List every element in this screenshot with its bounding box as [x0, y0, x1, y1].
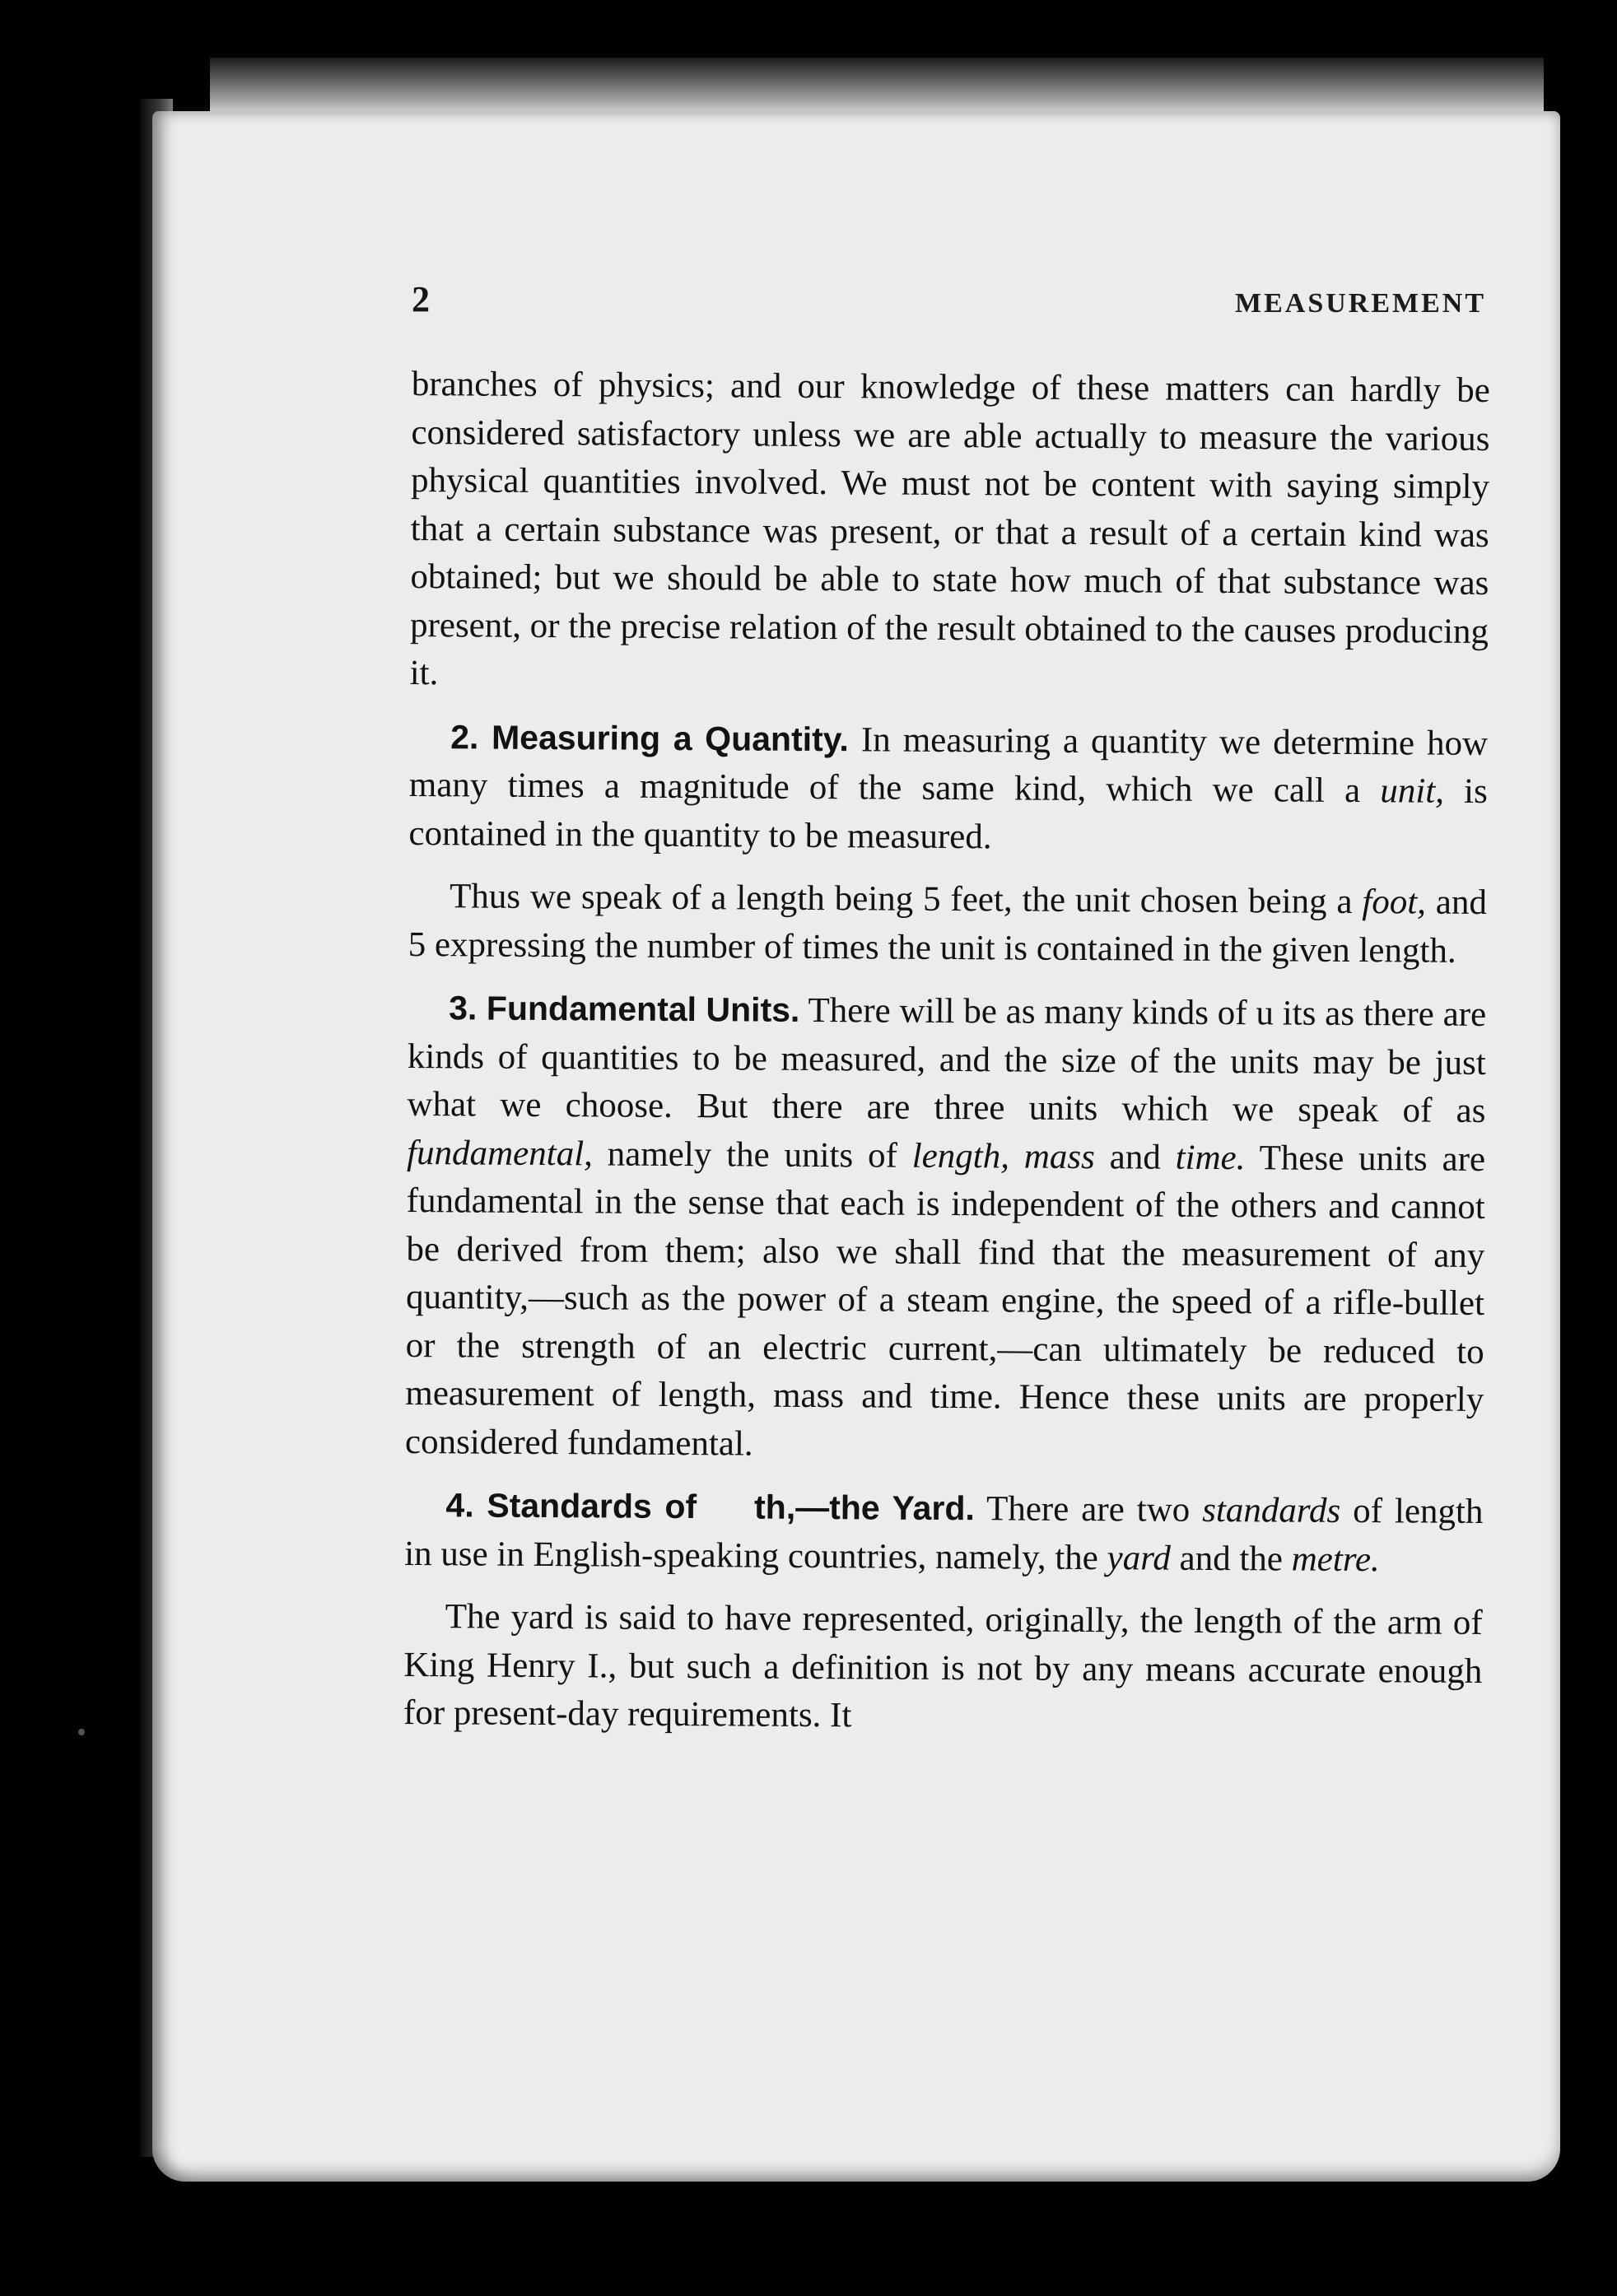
paragraph-5-emphasis-3: metre.	[1291, 1539, 1380, 1579]
paragraph-5-text-3: and the	[1170, 1539, 1292, 1579]
paragraph-4-emphasis-3: time.	[1175, 1138, 1246, 1177]
paragraph-2-text-2: is contained in the quantity to be measured.	[408, 771, 1488, 856]
section-heading-standards-of-length-a: 4. Standards of	[445, 1486, 697, 1526]
section-heading-measuring-a-quantity: 2. Measuring a Quantity.	[450, 717, 850, 758]
section-heading-standards-of-length-b: th,—the Yard.	[753, 1488, 975, 1528]
paragraph-5-emphasis-1: standards	[1202, 1490, 1341, 1530]
paragraph-2-text-1: In measuring a quantity we determine how many times a magnitude of the same kind, which we call a	[408, 720, 1489, 811]
paragraph-6-text-1: The yard is said to have represented, originally, the length of the arm of King Henry I., but such a definition is not by any means accurate enough for present-day requirements. It	[403, 1597, 1483, 1735]
paragraph-2-emphasis-1: unit,	[1380, 771, 1445, 811]
paragraph-3-emphasis-1: foot,	[1362, 883, 1427, 922]
paragraph-3	[408, 873, 1487, 976]
paragraph-4-emphasis-1: fundamental,	[406, 1133, 593, 1173]
paragraph-3-text-2: and 5 expressing the number of times the unit is contained in the given length.	[408, 883, 1488, 971]
running-head: MEASUREMENT	[1235, 288, 1487, 319]
paragraph-4-text-2: namely the units of	[592, 1134, 912, 1176]
page-number: 2	[412, 279, 430, 319]
paragraph-6	[403, 1593, 1483, 1744]
paragraph-4-text-4: These units are fundamental in the sense that each is independent of the others and cannot be derived from them; also we shall find that the measurement of any quantity,—such as the power of a steam engine, the speed of a rifle-bullet or the strength of an electric current,—can ultimately be reduced to measurement of length, mass and time. Hence these units are properly considered fundamental.	[404, 1138, 1486, 1464]
paragraph-4-text-1: There will be as many kinds of u its as there are kinds of quantities to be measured, and the size of the units may be just what we choose. But there are three units which we speak of as	[407, 990, 1487, 1130]
scan-speck	[78, 1729, 85, 1735]
page-top-edge	[210, 58, 1544, 115]
page-header	[412, 278, 1564, 328]
paragraph-5-text-2: of length in use in English-speaking countries, namely, the	[404, 1491, 1484, 1577]
paragraph-5-emphasis-2: yard	[1107, 1538, 1171, 1578]
paragraph-4-text-3: and	[1094, 1137, 1176, 1177]
paragraph-2	[408, 712, 1488, 864]
page-body	[403, 361, 1490, 1758]
paragraph-1	[409, 361, 1489, 704]
paragraph-3-text-1: Thus we speak of a length being 5 feet, the unit chosen being a	[449, 877, 1363, 922]
paragraph-5-text-1: There are two	[974, 1489, 1203, 1530]
paragraph-4-emphasis-2: length, mass	[911, 1136, 1096, 1176]
section-heading-fundamental-units: 3. Fundamental Units.	[449, 989, 800, 1029]
paragraph-4	[405, 984, 1487, 1473]
paragraph-1-text: branches of physics; and our knowledge of these matters can hardly be considered satisfactory unless we are able actually to measure the various physical quantities involved. We must not be content with saying simply that a certain substance was present, or that a result of a certain kind was obtained; but we should be able to state how much of that substance was present, or the precise relation of the result obtained to the causes producing it.	[409, 364, 1490, 693]
paragraph-5	[404, 1481, 1484, 1585]
